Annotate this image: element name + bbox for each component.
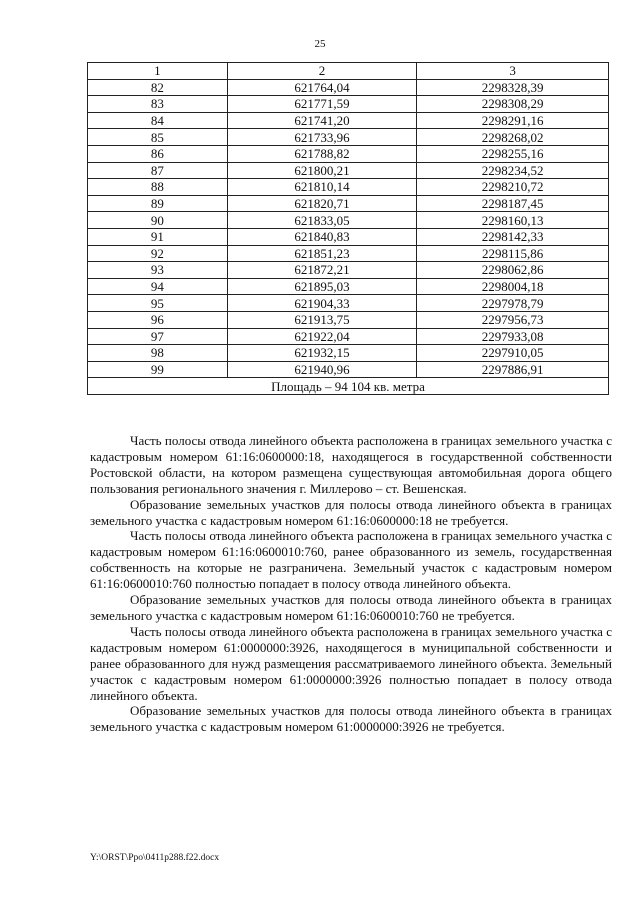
table-row bbox=[88, 145, 609, 162]
cell-point-number: 82 bbox=[88, 79, 228, 96]
cell-x-coordinate: 621922,04 bbox=[227, 328, 417, 345]
cell-point-number: 90 bbox=[88, 212, 228, 229]
table-row bbox=[88, 179, 609, 196]
column-header-x: 2 bbox=[227, 63, 417, 80]
area-note: Площадь – 94 104 кв. метра bbox=[88, 378, 609, 395]
page-number: 25 bbox=[314, 38, 326, 50]
paragraph: Часть полосы отвода линейного объекта расположена в границах земельного участка с кадастровым номером 61:16:0600000:18, находящегося в государственной собственности Ростовской области, на котором размещена существующая автомобильная дорога общего пользования регионального значения г. Миллерово – ст. Вешенская. bbox=[90, 433, 612, 496]
cell-x-coordinate: 621904,33 bbox=[227, 295, 417, 312]
body-text bbox=[90, 433, 612, 735]
cell-y-coordinate: 2298210,72 bbox=[417, 179, 609, 196]
table-row bbox=[88, 328, 609, 345]
cell-x-coordinate: 621851,23 bbox=[227, 245, 417, 262]
cell-x-coordinate: 621788,82 bbox=[227, 145, 417, 162]
cell-point-number: 86 bbox=[88, 145, 228, 162]
table-row bbox=[88, 162, 609, 179]
cell-y-coordinate: 2298004,18 bbox=[417, 278, 609, 295]
cell-point-number: 85 bbox=[88, 129, 228, 146]
cell-y-coordinate: 2298308,29 bbox=[417, 96, 609, 113]
cell-y-coordinate: 2297978,79 bbox=[417, 295, 609, 312]
cell-y-coordinate: 2298187,45 bbox=[417, 195, 609, 212]
cell-point-number: 83 bbox=[88, 96, 228, 113]
column-header-point: 1 bbox=[88, 63, 228, 80]
cell-point-number: 84 bbox=[88, 112, 228, 129]
cell-y-coordinate: 2297956,73 bbox=[417, 311, 609, 328]
table-header-row bbox=[88, 63, 609, 80]
table-row bbox=[88, 96, 609, 113]
cell-y-coordinate: 2298255,16 bbox=[417, 145, 609, 162]
cell-point-number: 91 bbox=[88, 228, 228, 245]
cell-y-coordinate: 2298328,39 bbox=[417, 79, 609, 96]
cell-x-coordinate: 621771,59 bbox=[227, 96, 417, 113]
cell-y-coordinate: 2297910,05 bbox=[417, 345, 609, 362]
cell-x-coordinate: 621764,04 bbox=[227, 79, 417, 96]
cell-x-coordinate: 621810,14 bbox=[227, 179, 417, 196]
cell-x-coordinate: 621741,20 bbox=[227, 112, 417, 129]
table-row bbox=[88, 129, 609, 146]
table-row bbox=[88, 112, 609, 129]
column-header-y: 3 bbox=[417, 63, 609, 80]
cell-point-number: 92 bbox=[88, 245, 228, 262]
cell-x-coordinate: 621932,15 bbox=[227, 345, 417, 362]
cell-point-number: 89 bbox=[88, 195, 228, 212]
cell-y-coordinate: 2298160,13 bbox=[417, 212, 609, 229]
cell-y-coordinate: 2298291,16 bbox=[417, 112, 609, 129]
paragraph: Образование земельных участков для полосы отвода линейного объекта в границах земельного участка с кадастровым номером 61:16:0600010:760 не требуется. bbox=[90, 592, 612, 623]
table-row bbox=[88, 195, 609, 212]
cell-x-coordinate: 621800,21 bbox=[227, 162, 417, 179]
table-row bbox=[88, 212, 609, 229]
cell-x-coordinate: 621913,75 bbox=[227, 311, 417, 328]
table-row bbox=[88, 345, 609, 362]
cell-x-coordinate: 621833,05 bbox=[227, 212, 417, 229]
table-row bbox=[88, 262, 609, 279]
cell-x-coordinate: 621940,96 bbox=[227, 361, 417, 378]
cell-point-number: 98 bbox=[88, 345, 228, 362]
cell-y-coordinate: 2297886,91 bbox=[417, 361, 609, 378]
cell-point-number: 94 bbox=[88, 278, 228, 295]
cell-x-coordinate: 621840,83 bbox=[227, 228, 417, 245]
cell-point-number: 97 bbox=[88, 328, 228, 345]
area-row bbox=[88, 378, 609, 395]
cell-y-coordinate: 2297933,08 bbox=[417, 328, 609, 345]
cell-point-number: 88 bbox=[88, 179, 228, 196]
table-row bbox=[88, 79, 609, 96]
cell-x-coordinate: 621733,96 bbox=[227, 129, 417, 146]
cell-y-coordinate: 2298142,33 bbox=[417, 228, 609, 245]
cell-x-coordinate: 621872,21 bbox=[227, 262, 417, 279]
table-row bbox=[88, 295, 609, 312]
cell-point-number: 95 bbox=[88, 295, 228, 312]
cell-y-coordinate: 2298234,52 bbox=[417, 162, 609, 179]
cell-point-number: 96 bbox=[88, 311, 228, 328]
paragraph: Образование земельных участков для полосы отвода линейного объекта в границах земельного участка с кадастровым номером 61:16:0600000:18 не требуется. bbox=[90, 496, 612, 528]
cell-y-coordinate: 2298268,02 bbox=[417, 129, 609, 146]
cell-point-number: 93 bbox=[88, 262, 228, 279]
paragraph: Часть полосы отвода линейного объекта расположена в границах земельного участка с кадастровым номером 61:0000000:3926, находящегося в муниципальной собственности и ранее образованного для нужд размещения рассматриваемого линейного объекта. Земельный участок с кадастровым номером 61:0000000:3926 полностью попадает в полосу отвода линейного объекта. bbox=[90, 623, 612, 703]
file-path-footer: Y:\ORST\Ppo\0411p288.f22.docx bbox=[90, 853, 220, 863]
cell-y-coordinate: 2298062,86 bbox=[417, 262, 609, 279]
cell-point-number: 87 bbox=[88, 162, 228, 179]
cell-point-number: 99 bbox=[88, 361, 228, 378]
table-row bbox=[88, 361, 609, 378]
paragraph: Часть полосы отвода линейного объекта расположена в границах земельного участка с кадастровым номером 61:16:0600010:760, ранее образованного из земель, государственная собственность на которые не разграничена. Земельный участок с кадастровым номером 61:16:0600010:760 полностью попадает в полосу отвода линейного объекта. bbox=[90, 528, 612, 592]
table-row bbox=[88, 228, 609, 245]
table-row bbox=[88, 278, 609, 295]
table-body bbox=[88, 79, 609, 378]
table-row bbox=[88, 311, 609, 328]
coordinates-table bbox=[87, 62, 609, 395]
cell-x-coordinate: 621895,03 bbox=[227, 278, 417, 295]
table-row bbox=[88, 245, 609, 262]
paragraph: Образование земельных участков для полосы отвода линейного объекта в границах земельного участка с кадастровым номером 61:0000000:3926 не требуется. bbox=[90, 703, 612, 735]
cell-x-coordinate: 621820,71 bbox=[227, 195, 417, 212]
cell-y-coordinate: 2298115,86 bbox=[417, 245, 609, 262]
